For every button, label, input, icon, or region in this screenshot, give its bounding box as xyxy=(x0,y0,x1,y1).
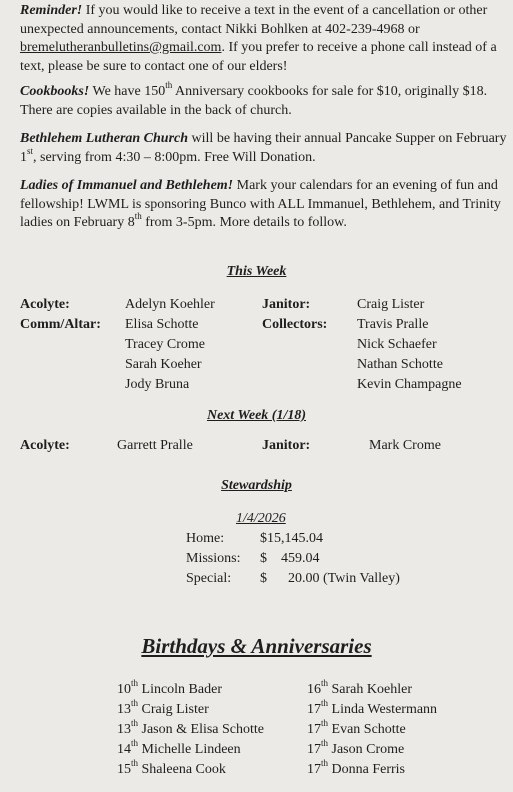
cookbooks-sup: th xyxy=(165,80,173,91)
birthday-entry xyxy=(307,718,406,739)
collector-name: Nick Schaefer xyxy=(357,337,437,352)
janitor-label: Janitor: xyxy=(262,297,311,312)
reminder-text-1: If you would like to receive a text in the event of a cancellation or other unexpected announcements, contact Nikki Bohlken at 402-239-4968 or xyxy=(20,3,488,37)
birthday-day: 17 xyxy=(307,762,321,777)
birthday-entry xyxy=(117,718,265,739)
birthday-day: 15 xyxy=(117,762,131,777)
bulletin-email-link[interactable]: bremelutheranbulletins@gmail.com xyxy=(20,40,222,55)
pancake-text-b: , serving from 4:30 – 8:00pm. Free Will Donation. xyxy=(33,149,316,165)
pancake-lead: Bethlehem Lutheran Church xyxy=(20,131,189,146)
birthday-name: Jason & Elisa Schotte xyxy=(138,722,265,737)
birthday-entry xyxy=(307,698,438,719)
stewardship-label: Missions: xyxy=(186,551,241,566)
birthday-suffix: th xyxy=(131,718,139,729)
reminder-lead: Reminder! xyxy=(20,3,83,18)
birthday-suffix: th xyxy=(321,758,329,769)
birthday-suffix: th xyxy=(131,698,139,709)
reminder-paragraph xyxy=(20,2,508,76)
stewardship-date: 1/4/2026 xyxy=(236,511,286,526)
stewardship-value: $ 459.04 xyxy=(260,551,320,566)
next-acolyte-label: Acolyte: xyxy=(20,438,70,453)
birthday-suffix: th xyxy=(321,738,329,749)
stewardship-value: $ 20.00 (Twin Valley) xyxy=(260,571,400,586)
comm-altar-name: Elisa Schotte xyxy=(125,317,199,332)
comm-altar-name: Jody Bruna xyxy=(125,377,190,392)
ladies-sup: th xyxy=(134,211,142,222)
this-week-heading: This Week xyxy=(226,264,287,279)
next-janitor-label: Janitor: xyxy=(262,438,311,453)
birthday-suffix: th xyxy=(321,678,329,689)
birthday-day: 14 xyxy=(117,742,131,757)
collectors-label: Collectors: xyxy=(262,317,328,332)
birthday-entry xyxy=(307,738,405,759)
stewardship-heading: Stewardship xyxy=(221,478,292,493)
reminder-text-2: . If you prefer to receive a phone call instead of a text, please be sure to contact one of our elders! xyxy=(20,40,497,74)
ladies-text-a: Mark your calendars for an evening of fun and fellowship! LWML is sponsoring Bunco with ALL Immanuel, Bethlehem, and Trinity ladies on February 8 xyxy=(20,178,501,230)
stewardship-label: Special: xyxy=(186,571,232,586)
next-week-heading: Next Week (1/18) xyxy=(206,408,306,423)
birthday-name: Donna Ferris xyxy=(328,762,406,777)
birthday-name: Jason Crome xyxy=(328,742,405,757)
ladies-text-b: from 3-5pm. More details to follow. xyxy=(141,215,347,230)
birthday-day: 10 xyxy=(117,682,131,697)
acolyte-label: Acolyte: xyxy=(20,297,70,312)
collector-name: Nathan Schotte xyxy=(357,357,443,372)
collector-name: Travis Pralle xyxy=(357,317,429,332)
birthday-name: Evan Schotte xyxy=(328,722,406,737)
birthday-name: Michelle Lindeen xyxy=(138,742,241,757)
comm-altar-name: Sarah Koeher xyxy=(125,357,202,372)
birthday-day: 13 xyxy=(117,722,131,737)
janitor-name: Craig Lister xyxy=(357,297,425,312)
ladies-lead: Ladies of Immanuel and Bethlehem! xyxy=(20,178,234,193)
birthday-suffix: th xyxy=(321,698,329,709)
birthday-entry xyxy=(307,758,406,779)
stewardship-value: $15,145.04 xyxy=(260,531,323,546)
next-acolyte-name: Garrett Pralle xyxy=(117,438,193,453)
birthday-day: 13 xyxy=(117,702,131,717)
birthday-entry xyxy=(117,698,209,719)
birthday-entry xyxy=(117,738,241,759)
birthday-name: Shaleena Cook xyxy=(138,762,226,777)
comm-altar-name: Tracey Crome xyxy=(125,337,205,352)
cookbooks-lead: Cookbooks! xyxy=(20,84,90,99)
birthday-day: 17 xyxy=(307,702,321,717)
birthday-entry xyxy=(307,678,412,699)
birthday-name: Lincoln Bader xyxy=(138,682,222,697)
birthday-suffix: th xyxy=(131,758,139,769)
stewardship-label: Home: xyxy=(186,531,225,546)
birthday-name: Craig Lister xyxy=(138,702,209,717)
cookbooks-text-b: Anniversary cookbooks for sale for $10, originally $18. There are copies available in the back of church. xyxy=(20,84,488,118)
cookbooks-text-a: We have 150 xyxy=(89,84,166,99)
collector-name: Kevin Champagne xyxy=(357,377,462,392)
pancake-text-a: will be having their annual Pancake Supper on February 1 xyxy=(20,131,507,165)
birthday-suffix: th xyxy=(321,718,329,729)
pancake-paragraph xyxy=(20,130,508,167)
birthday-name: Linda Westermann xyxy=(328,702,438,717)
comm-altar-label: Comm/Altar: xyxy=(20,317,101,332)
birthday-suffix: th xyxy=(131,738,139,749)
pancake-sup: st xyxy=(27,145,34,156)
birthday-suffix: th xyxy=(131,678,139,689)
birthday-day: 17 xyxy=(307,742,321,757)
cookbooks-paragraph xyxy=(20,80,508,120)
birthday-day: 16 xyxy=(307,682,321,697)
birthday-name: Sarah Koehler xyxy=(328,682,412,697)
birthday-entry xyxy=(117,678,222,699)
birthday-day: 17 xyxy=(307,722,321,737)
birthdays-heading: Birthdays & Anniversaries xyxy=(141,634,372,658)
next-janitor-name: Mark Crome xyxy=(369,438,441,453)
birthday-entry xyxy=(117,758,226,779)
acolyte-name: Adelyn Koehler xyxy=(125,297,215,312)
ladies-paragraph xyxy=(20,177,508,233)
